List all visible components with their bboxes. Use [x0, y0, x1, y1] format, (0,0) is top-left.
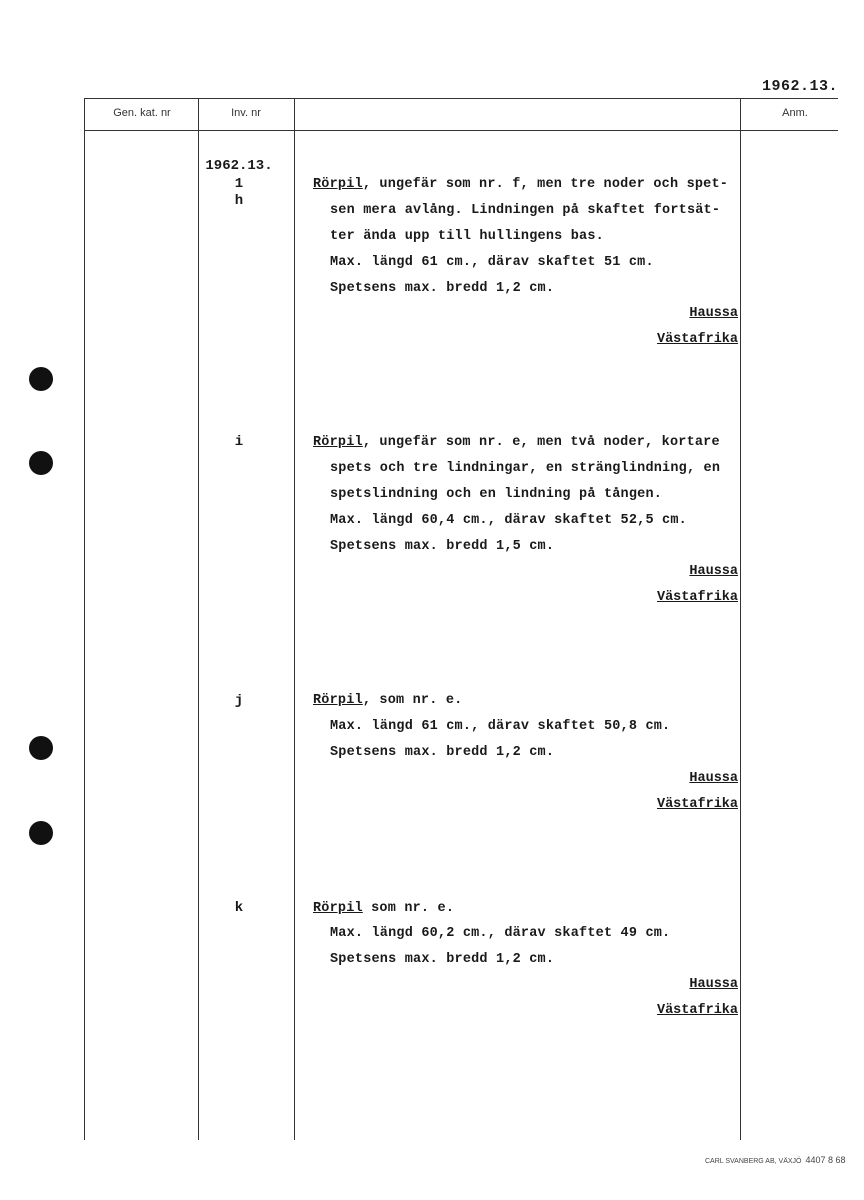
entry-description-line	[313, 901, 454, 916]
punch-hole	[29, 451, 53, 475]
entry-people: Haussa	[689, 977, 738, 992]
column-header-gen-kat-nr: Gen. kat. nr	[113, 107, 171, 119]
catalog-reference: 1962.13.	[762, 78, 839, 95]
entry-title: Rörpil	[313, 901, 363, 916]
entry-region: Västafrika	[656, 1003, 738, 1018]
entry-description-text: , ungefär som nr. e, men två noder, kortare	[362, 435, 720, 450]
entry-description-line	[313, 693, 462, 708]
entry-letter: k	[234, 900, 244, 916]
entry-description-line: spets och tre lindningar, en stränglindning, en	[330, 461, 721, 476]
inv-number-sub: 1	[234, 176, 244, 192]
entry-letter: j	[234, 693, 244, 709]
entry-people: Haussa	[689, 306, 738, 321]
entry-description-line	[313, 177, 728, 192]
entry-region: Västafrika	[656, 332, 738, 347]
entry-measurement-line: Max. längd 61 cm., därav skaftet 51 cm.	[330, 255, 654, 270]
column-divider-desc-anm	[740, 98, 741, 1140]
entry-title: Rörpil	[313, 177, 363, 192]
punch-hole	[29, 367, 53, 391]
column-divider-inv-desc	[294, 98, 295, 1140]
entry-measurement-line: Max. längd 60,4 cm., därav skaftet 52,5 cm.	[330, 513, 687, 528]
entry-measurement-line: Max. längd 60,2 cm., därav skaftet 49 cm.	[330, 926, 671, 941]
form-number: 4407 8 68	[805, 1155, 846, 1165]
entry-measurement-line: Spetsens max. bredd 1,2 cm.	[330, 952, 555, 967]
printer-imprint	[705, 1155, 846, 1165]
entry-region: Västafrika	[656, 590, 738, 605]
entry-people: Haussa	[689, 771, 738, 786]
entry-measurement-line: Spetsens max. bredd 1,2 cm.	[330, 745, 555, 760]
entry-measurement-line: Spetsens max. bredd 1,2 cm.	[330, 281, 555, 296]
entry-description-line: sen mera avlång. Lindningen på skaftet fortsät-	[330, 203, 721, 218]
inv-number-year: 1962.13.	[205, 158, 273, 174]
entry-description-text: som nr. e.	[362, 901, 455, 916]
column-header-anm: Anm.	[782, 107, 808, 119]
entry-measurement-line: Max. längd 61 cm., därav skaftet 50,8 cm.	[330, 719, 671, 734]
entry-letter: i	[234, 434, 244, 450]
entry-region: Västafrika	[656, 797, 738, 812]
column-divider-left	[84, 98, 85, 1140]
entry-title: Rörpil	[313, 693, 363, 708]
punch-hole	[29, 821, 53, 845]
entry-title: Rörpil	[313, 435, 363, 450]
entry-description-line: ter ända upp till hullingens bas.	[330, 229, 604, 244]
column-divider-gen-inv	[198, 98, 199, 1140]
entry-people: Haussa	[689, 564, 738, 579]
entry-description-text: , ungefär som nr. f, men tre noder och spet-	[362, 177, 729, 192]
column-header-inv-nr: Inv. nr	[231, 107, 261, 119]
entry-letter: h	[234, 193, 244, 209]
printer-name: CARL SVANBERG AB, VÄXJÖ	[705, 1158, 802, 1165]
entry-description-text: , som nr. e.	[362, 693, 463, 708]
entry-measurement-line: Spetsens max. bredd 1,5 cm.	[330, 539, 555, 554]
entry-description-line: spetslindning och en lindning på tången.	[330, 487, 663, 502]
punch-hole	[29, 736, 53, 760]
entry-description-line	[313, 435, 720, 450]
